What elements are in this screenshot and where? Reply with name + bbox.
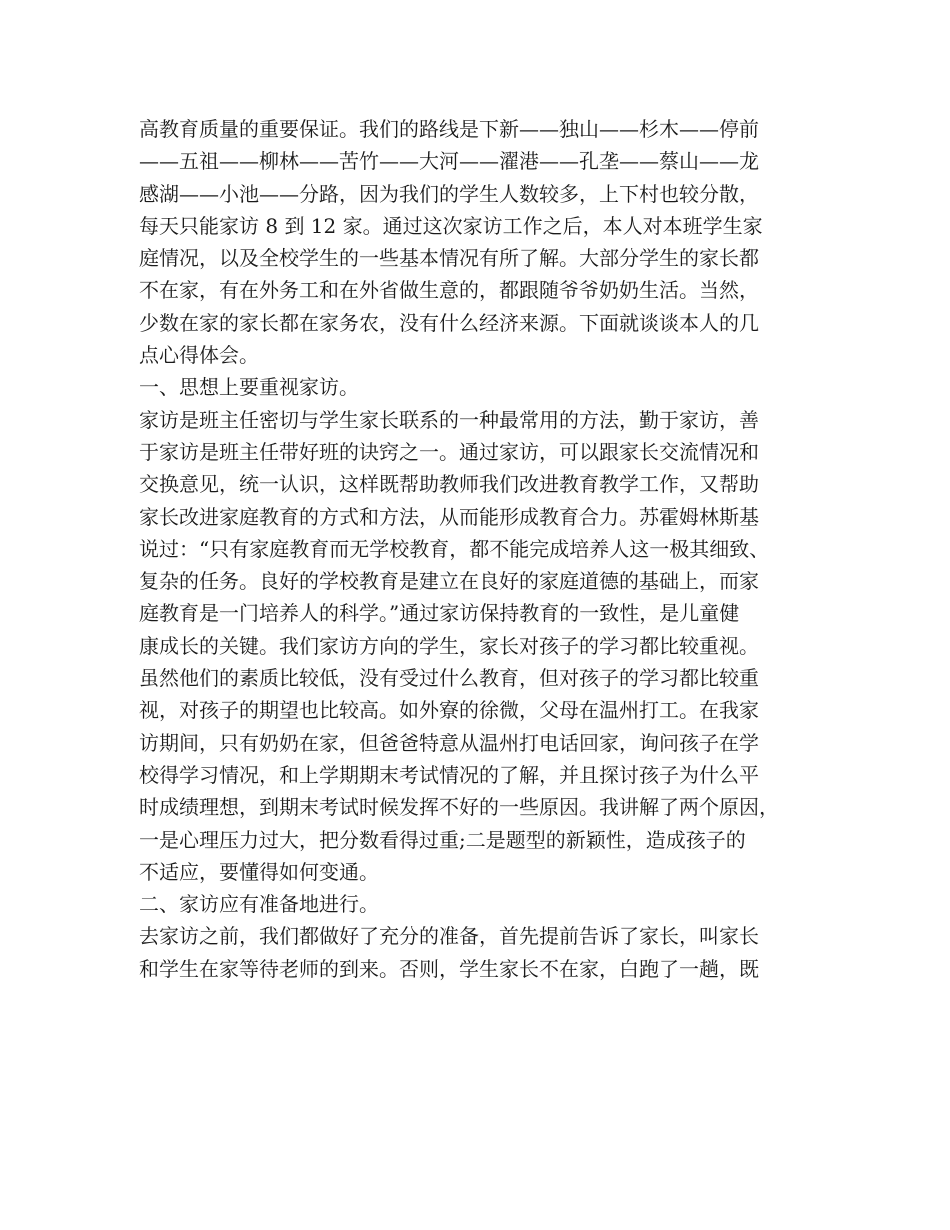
text-line: 和学生在家等待老师的到来。否则，学生家长不在家，白跑了一趟，既	[139, 956, 759, 981]
section-heading: 一、思想上要重视家访。	[139, 375, 359, 400]
text-line: 校得学习情况，和上学期期末考试情况的了解，并且探讨孩子为什么平	[139, 762, 759, 787]
text-line: 复杂的任务。良好的学校教育是建立在良好的家庭道德的基础上，而家	[139, 569, 759, 594]
text-line: 高教育质量的重要保证。我们的路线是下新——独山——杉木——停前	[139, 117, 759, 141]
text-line: 每天只能家访 8 到 12 家。通过这次家访工作之后，本人对本班学生家	[139, 213, 763, 238]
text-line: 点心得体会。	[139, 343, 259, 368]
text-line: 庭教育是一门培养人的科学。”通过家访保持教育的一致性，是儿童健	[139, 601, 740, 626]
body-text	[139, 113, 819, 985]
text-line: 一是心理压力过大，把分数看得过重;二是题型的新颖性，造成孩子的	[139, 827, 746, 852]
text-line: 康成长的关键。我们家访方向的学生，家长对孩子的学习都比较重视。	[139, 633, 759, 658]
text-line: 少数在家的家长都在家务农，没有什么经济来源。下面就谈谈本人的几	[139, 310, 759, 335]
text-line: ——五祖——柳林——苦竹——大河——濯港——孔垄——蔡山——龙	[139, 149, 759, 174]
text-line: 于家访是班主任带好班的诀窍之一。通过家访，可以跟家长交流情况和	[139, 439, 759, 464]
text-line: 时成绩理想，到期末考试时候发挥不好的一些原因。我讲解了两个原因，	[139, 795, 779, 820]
text-line: 访期间，只有奶奶在家，但爸爸特意从温州打电话回家，询问孩子在学	[139, 730, 759, 755]
text-line: 说过：“只有家庭教育而无学校教育，都不能完成培养人这一极其细致、	[139, 536, 770, 561]
section-heading: 二、家访应有准备地进行。	[139, 892, 379, 917]
text-line: 交换意见，统一认识，这样既帮助教师我们改进教育教学工作，又帮助	[139, 472, 759, 497]
text-line: 虽然他们的素质比较低，没有受过什么教育，但对孩子的学习都比较重	[139, 666, 759, 691]
text-line: 去家访之前，我们都做好了充分的准备，首先提前告诉了家长，叫家长	[139, 924, 759, 949]
text-line: 庭情况，以及全校学生的一些基本情况有所了解。大部分学生的家长都	[139, 246, 759, 271]
text-line: 视，对孩子的期望也比较高。如外寮的徐微，父母在温州打工。在我家	[139, 698, 759, 723]
text-line: 不在家，有在外务工和在外省做生意的，都跟随爷爷奶奶生活。当然，	[139, 278, 759, 303]
text-line: 不适应，要懂得如何变通。	[139, 859, 379, 884]
text-line: 感湖——小池——分路，因为我们的学生人数较多，上下村也较分散，	[139, 181, 759, 206]
text-line: 家访是班主任密切与学生家长联系的一种最常用的方法，勤于家访，善	[139, 407, 759, 432]
text-line: 家长改进家庭教育的方式和方法，从而能形成教育合力。苏霍姆林斯基	[139, 504, 759, 529]
